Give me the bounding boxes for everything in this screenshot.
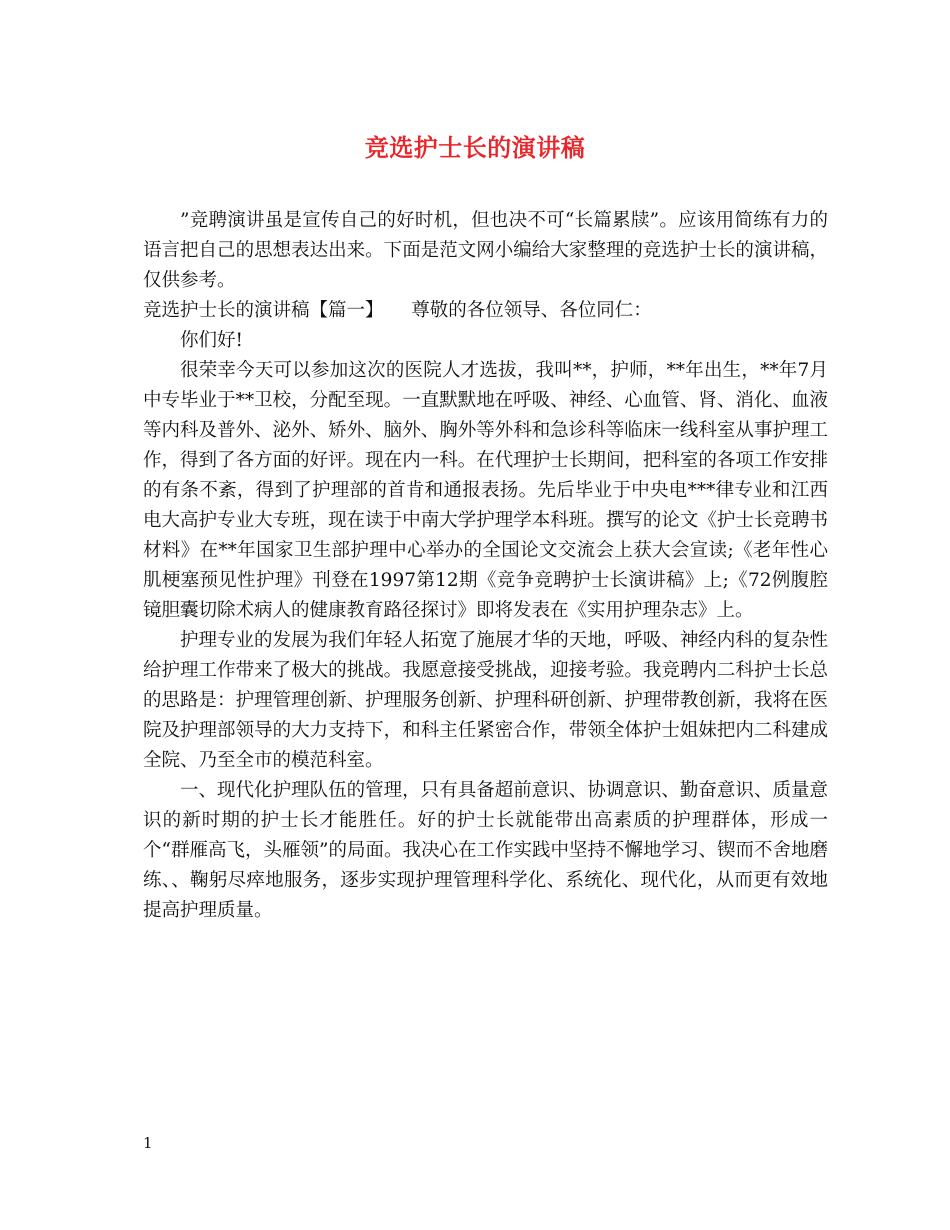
body-paragraph: 护理专业的发展为我们年轻人拓宽了施展才华的天地，呼吸、神经内科的复杂性给护理工作带来了极大的挑战。我愿意接受挑战，迎接考验。我竞聘内二科护士长总的思路是：护理管理创新、护理服务创新、护理科研创新、护理带教创新，我将在医院及护理部领导的大力支持下，和科主任紧密合作，带领全体护士姐妹把内二科建成全院、乃至全市的模范科室。 [143, 630, 828, 771]
body-paragraph: 一、现代化护理队伍的管理，只有具备超前意识、协调意识、勤奋意识、质量意识的新时期的护士长才能胜任。好的护士长就能带出高素质的护理群体，形成一个“群雁高飞，头雁领”的局面。我决心在工作实践中坚持不懈地学习、锲而不舍地磨练、、鞠躬尽瘁地服务，逐步实现护理管理科学化、系统化、现代化，从而更有效地提高护理质量。 [143, 780, 828, 921]
section-heading-line: 竞选护士长的演讲稿【篇一】 尊敬的各位领导、各位同仁： [143, 300, 652, 321]
document-body [143, 206, 828, 926]
greeting-paragraph: 你们好! [180, 330, 243, 351]
document-title: 竞选护士长的演讲稿 [364, 133, 586, 162]
intro-paragraph: ”竞聘演讲虽是宣传自己的好时机，但也决不可“长篇累牍”。应该用简练有力的语言把自己的思想表达出来。下面是范文网小编给大家整理的竞选护士长的演讲稿，仅供参考。 [143, 210, 828, 291]
page-number: 1 [143, 1134, 153, 1152]
body-paragraph: 很荣幸今天可以参加这次的医院人才选拔，我叫**，护师，**年出生，**年7月中专毕业于**卫校，分配至现。一直默默地在呼吸、神经、心血管、肾、消化、血液等内科及普外、泌外、矫外、脑外、胸外等外科和急诊科等临床一线科室从事护理工作，得到了各方面的好评。现在内一科。在代理护士长期间，把科室的各项工作安排的有条不紊，得到了护理部的首肯和通报表扬。先后毕业于中央电***律专业和江西电大高护专业大专班，现在读于中南大学护理学本科班。撰写的论文《护士长竞聘书材料》在**年国家卫生部护理中心举办的全国论文交流会上获大会宣读;《老年性心肌梗塞预见性护理》刊登在1997第12期《竞争竞聘护士长演讲稿》上;《72例腹腔镜胆囊切除术病人的健康教育路径探讨》即将发表在《实用护理杂志》上。 [143, 360, 828, 621]
